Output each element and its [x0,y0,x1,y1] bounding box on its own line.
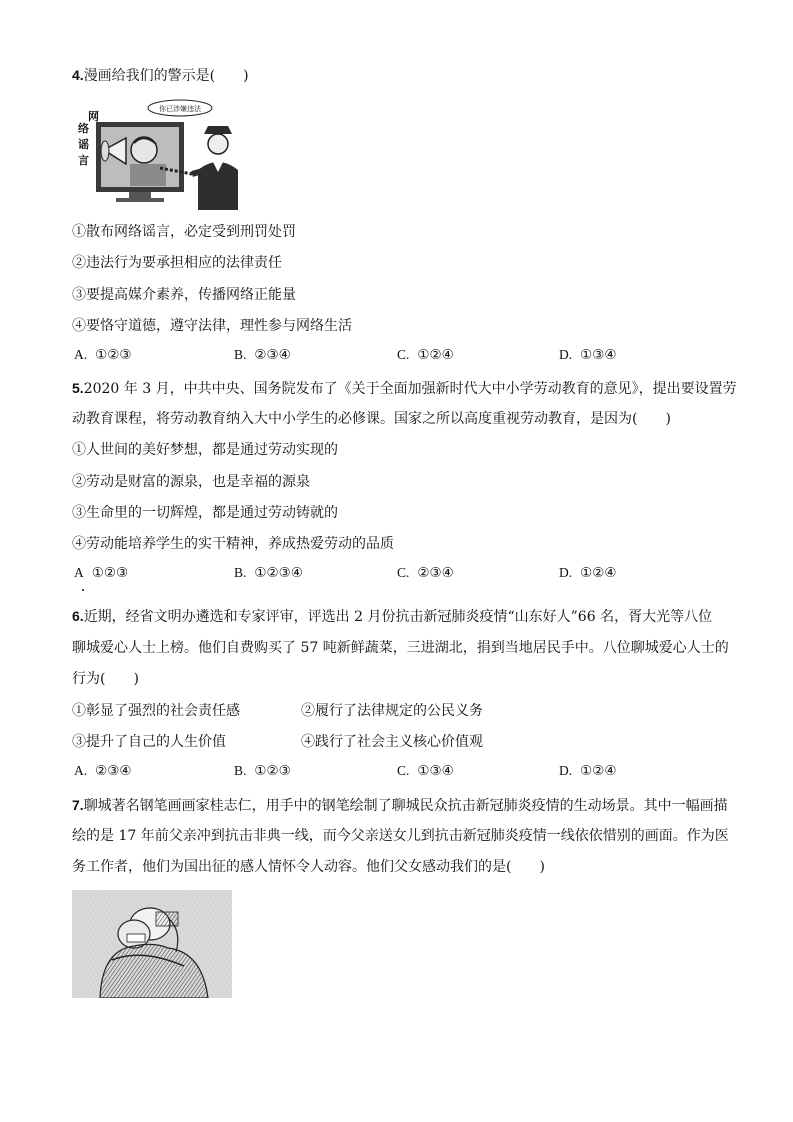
q6-option-a[interactable] [74,763,131,779]
q6-stem-text-1: 近期，经省文明办遴选和专家评审，评选出 2 月份抗击新冠肺炎疫情“山东好人”66 名，胥大光等八位 [83,609,713,625]
q5-option-c-letter: C. [397,565,410,580]
q5-stem-line-2: 动教育课程，将劳动教育纳入大中小学生的必修课。国家之所以高度重视劳动教育，是因为( ) [72,411,671,427]
q7-stem-line-3: 务工作者，他们为国出征的感人情怀令人动容。他们父女感动我们的是( ) [72,859,545,875]
q5-option-c-text: ②③④ [417,565,454,581]
q5-option-d[interactable] [559,565,616,581]
q7-pen-drawing-image [72,890,232,998]
q5-item-4: ④劳动能培养学生的实干精神，养成热爱劳动的品质 [72,536,394,552]
q4-number: 4. [72,67,84,83]
q5-option-a-text: ①②③ [91,565,129,581]
q4-option-d[interactable] [559,347,616,363]
q6-option-a-text: ②③④ [95,763,132,779]
q4-cartoon-side-char-3: 谣 [78,138,89,151]
q6-item-4: ④践行了社会主义核心价值观 [301,734,483,750]
q6-option-c[interactable] [397,763,454,779]
q4-option-c-letter: C. [397,347,410,362]
q4-option-b[interactable] [234,347,291,363]
q6-option-c-text: ①③④ [417,763,454,779]
q6-option-d-text: ①②④ [580,763,617,779]
q7-number: 7. [72,797,84,813]
q4-option-d-letter: D. [559,347,573,362]
q4-option-a[interactable] [74,347,131,363]
q5-option-b-text: ①②③④ [254,565,303,581]
q4-stem-text: 漫画给我们的警示是( ) [83,68,249,84]
q6-stem-line-1 [72,606,712,627]
q7-stem-line-1 [72,795,728,816]
q6-item-3: ③提升了自己的人生价值 [72,734,226,750]
q6-option-b[interactable] [234,763,291,779]
q5-option-d-text: ①②④ [580,565,617,581]
q4-options [72,347,732,367]
q5-number: 5. [72,380,84,396]
q6-item-1: ①彰显了强烈的社会责任感 [72,703,240,719]
q4-item-3: ③要提高媒介素养，传播网络正能量 [72,287,296,303]
q4-cartoon-bubble-text: 你已涉嫌违法 [159,105,201,113]
q4-item-1: ①散布网络谣言，必定受到刑罚处罚 [72,224,296,240]
q4-cartoon-side-char-4: 言 [78,154,89,167]
q6-option-b-text: ①②③ [254,763,291,779]
q4-option-c-text: ①②④ [417,347,454,363]
q6-option-d-letter: D. [559,763,573,778]
q4-stem [72,65,249,86]
q5-item-3: ③生命里的一切辉煌，都是通过劳动铸就的 [72,505,338,521]
q5-item-1: ①人世间的美好梦想，都是通过劳动实现的 [72,442,338,458]
q5-option-b[interactable] [234,565,303,581]
q6-item-2: ②履行了法律规定的公民义务 [301,703,483,719]
q5-stem-text-1: 2020 年 3 月，中共中央、国务院发布了《关于全面加强新时代大中小学劳动教育的意见》，提出要设置劳 [83,381,737,397]
q4-option-b-text: ②③④ [254,347,291,363]
q6-option-c-letter: C. [397,763,410,778]
q6-number: 6. [72,608,84,624]
q4-cartoon-image [74,98,242,210]
q4-cartoon-side-char-2: 络 [78,122,89,135]
q4-option-d-text: ①③④ [580,347,617,363]
q4-item-2: ②违法行为要承担相应的法律责任 [72,255,282,271]
q4-item-4: ④要恪守道德，遵守法律，理性参与网络生活 [72,318,352,334]
q5-option-c[interactable] [397,565,454,581]
q5-stem-line-1 [72,378,737,399]
q6-stem-line-2: 聊城爱心人士上榜。他们自费购买了 57 吨新鲜蔬菜，三进湖北，捐到当地居民手中。八位聊城爱心人士的 [72,640,729,656]
q4-option-a-text: ①②③ [95,347,132,363]
q5-option-a[interactable] [74,565,128,581]
q4-option-c[interactable] [397,347,454,363]
q7-stem-line-2: 绘的是 17 年前父亲冲到抗击非典一线，而今父亲送女儿到抗击新冠肺炎疫情一线依依惜别的画面。作为医 [72,828,729,844]
q6-option-d[interactable] [559,763,616,779]
q5-option-b-letter: B. [234,565,247,580]
q6-option-b-letter: B. [234,763,247,778]
q6-options [72,763,732,783]
q6-option-a-letter: A. [74,763,88,778]
stray-dot [82,589,84,591]
q7-stem-text-1: 聊城著名钢笔画画家桂志仁，用手中的钢笔绘制了聊城民众抗击新冠肺炎疫情的生动场景。其中一幅画描 [83,798,728,814]
q5-options [72,565,732,585]
q4-cartoon-side-char-1: 网 [88,110,99,123]
q5-item-2: ②劳动是财富的源泉，也是幸福的源泉 [72,474,310,490]
q4-option-a-letter: A. [74,347,88,362]
q6-stem-line-3: 行为( ) [72,671,139,687]
q4-option-b-letter: B. [234,347,247,362]
q5-option-d-letter: D. [559,565,573,580]
q5-option-a-letter: A [74,565,84,580]
